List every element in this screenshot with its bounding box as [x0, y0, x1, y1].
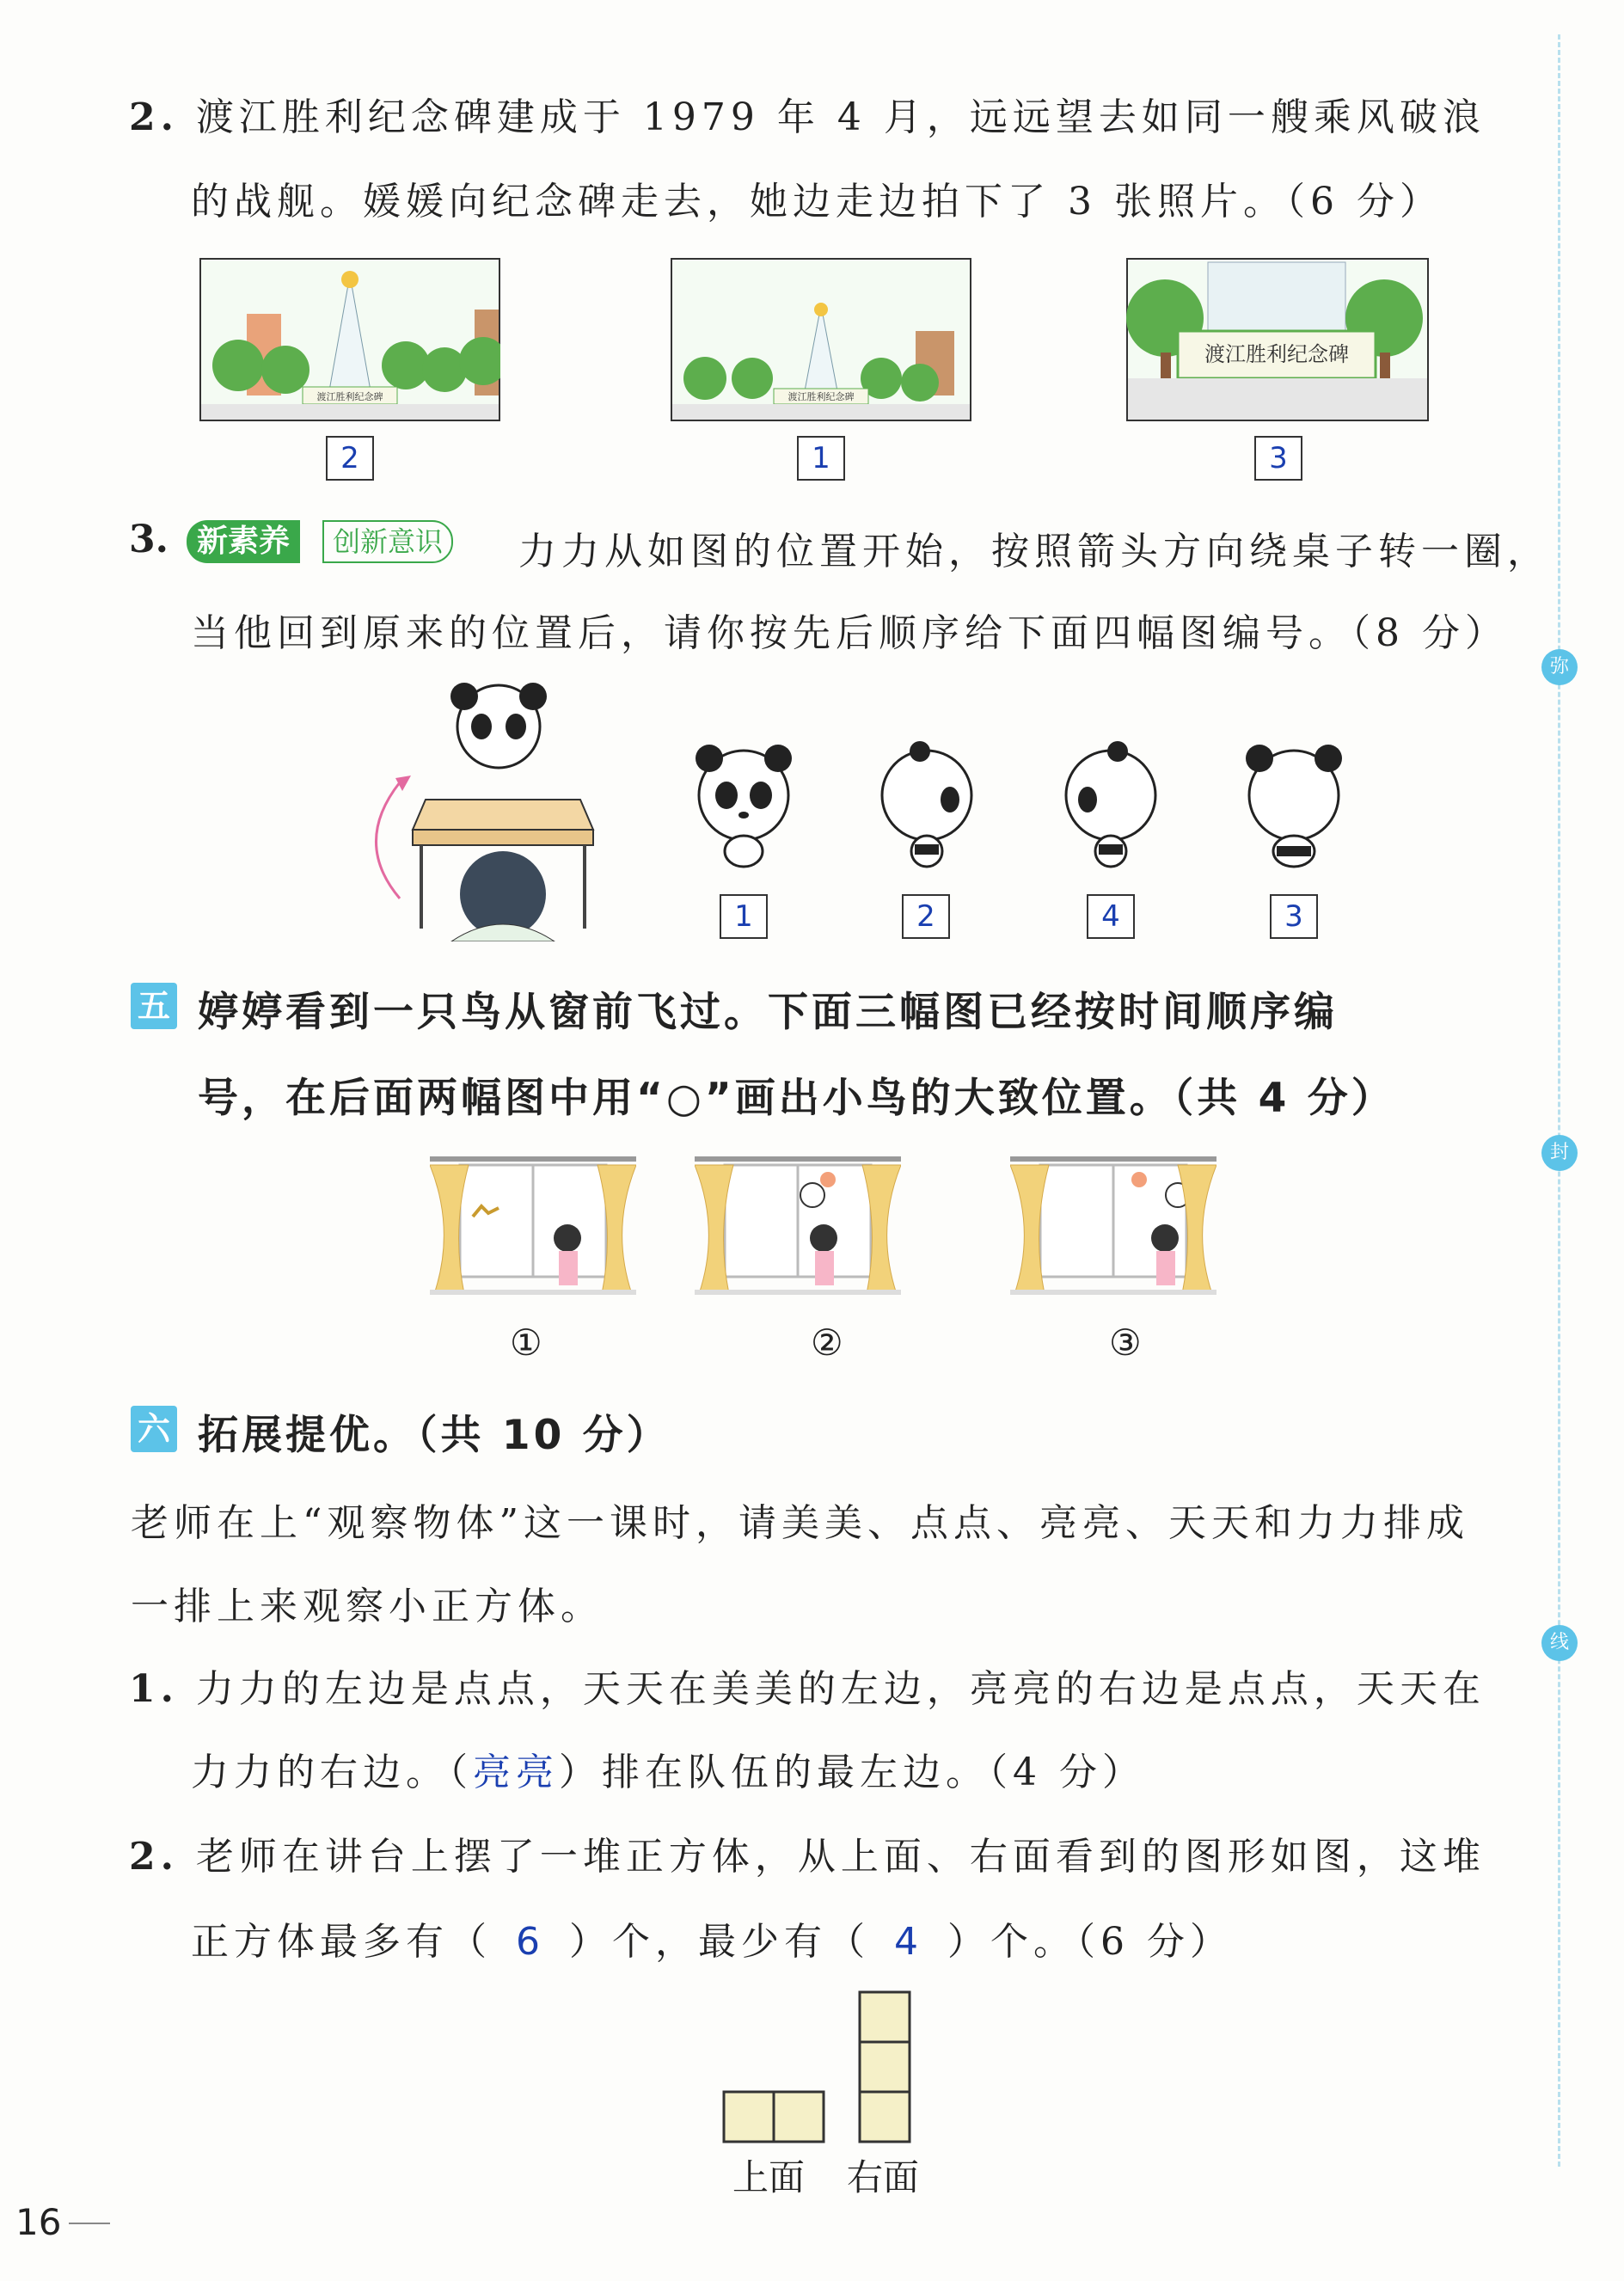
view-right-label: 右面: [847, 2156, 920, 2198]
page-number-rule: [69, 2223, 110, 2224]
window-scene-1: [430, 1152, 636, 1315]
panda-front-icon: [688, 739, 800, 868]
q3-answer-box-1[interactable]: 1: [720, 894, 768, 939]
q2-text1: 渡江胜利纪念碑建成于 1979 年 4 月，远远望去如同一艘乘风破浪: [195, 95, 1486, 139]
sec6-q2-line2: [191, 1910, 1233, 1965]
q2-answer-box-1[interactable]: 2: [326, 436, 374, 481]
monument-plaque-text: 渡江胜利纪念碑: [1204, 342, 1349, 366]
q3-number: 3.: [129, 518, 169, 561]
q2-number: 2.: [129, 95, 179, 139]
sec6-q2-b: ）个，最少有（: [569, 1920, 870, 1964]
window-scene-3: [1010, 1152, 1216, 1315]
q3-answer-box-3[interactable]: 4: [1087, 894, 1135, 939]
scene-label-2: ②: [811, 1321, 843, 1364]
photo-far: [199, 258, 500, 421]
sec6-q1-answer[interactable]: 亮亮: [473, 1751, 559, 1794]
q3-line2: 当他回到原来的位置后，请你按先后顺序给下面四幅图编号。（8 分）: [191, 611, 1508, 655]
window-scene-2: [695, 1152, 901, 1315]
sec6-q1-pre: 力力的右边。（: [191, 1751, 473, 1794]
sec6-q2-number: 2.: [129, 1835, 179, 1879]
panda-side-left-icon: [1057, 739, 1161, 868]
sec6-q2-c: ）个。（6 分）: [947, 1920, 1233, 1964]
sec6-q2-a: 正方体最多有（: [191, 1920, 492, 1964]
sec6-q2-text1: 老师在讲台上摆了一堆正方体，从上面、右面看到的图形如图，这堆: [195, 1835, 1486, 1879]
monument-plaque-text: 渡江胜利纪念碑: [316, 391, 383, 402]
q2-answer-box-2[interactable]: 1: [797, 436, 845, 481]
section5-line2: 号，在后面两幅图中用“○”画出小鸟的大致位置。（共 4 分）: [198, 1075, 1395, 1122]
panda-back-icon: [1238, 739, 1350, 868]
sec6-q1-number: 1.: [129, 1667, 179, 1711]
q2-line1: [129, 86, 1486, 141]
photo-near: [1126, 258, 1429, 421]
section6-badge: 六: [131, 1406, 177, 1452]
sec6-q2-answer-max[interactable]: 6: [516, 1920, 545, 1964]
page-number: 16: [15, 2201, 62, 2243]
section5-badge: 五: [131, 983, 177, 1029]
q3-answer-box-4[interactable]: 3: [1270, 894, 1318, 939]
sec6-intro2: 一排上来观察小正方体。: [131, 1585, 604, 1628]
sec6-q2-line1: [129, 1825, 1486, 1880]
desk-scene-illustration: [352, 679, 636, 941]
q3-line1: 力力从如图的位置开始，按照箭头方向绕桌子转一圈，: [518, 530, 1550, 573]
sec6-intro1: 老师在上“观察物体”这一课时，请美美、点点、亮亮、天天和力力排成: [131, 1501, 1469, 1545]
cube-views-diagram: [722, 1990, 920, 2145]
q3-badge-sub: 创新意识: [322, 520, 453, 563]
side-tab-2: 封: [1541, 1135, 1578, 1171]
q3-answer-box-2[interactable]: 2: [902, 894, 950, 939]
q3-badge-main: 新素养: [187, 520, 300, 563]
side-tab-1: 弥: [1541, 649, 1578, 685]
sec6-q1-text1: 力力的左边是点点，天天在美美的左边，亮亮的右边是点点，天天在: [195, 1667, 1486, 1711]
section6-title: 拓展提优。（共 10 分）: [198, 1412, 671, 1459]
sec6-q1-line2: [191, 1741, 1145, 1796]
panda-side-right-icon: [877, 739, 980, 868]
side-tab-3: 线: [1541, 1625, 1578, 1661]
scene-label-1: ①: [510, 1321, 542, 1364]
q2-line2: 的战舰。媛媛向纪念碑走去，她边走边拍下了 3 张照片。（6 分）: [191, 180, 1443, 224]
view-top-label: 上面: [732, 2156, 806, 2198]
binding-line: [1558, 34, 1560, 2167]
sec6-q2-answer-min[interactable]: 4: [894, 1920, 923, 1964]
scene-label-3: ③: [1109, 1321, 1142, 1364]
photo-middle: [671, 258, 971, 421]
monument-plaque-text: 渡江胜利纪念碑: [787, 391, 855, 402]
section5-line1: 婷婷看到一只鸟从窗前飞过。下面三幅图已经按时间顺序编: [198, 989, 1338, 1036]
sec6-q1-post: ）排在队伍的最左边。（4 分）: [559, 1751, 1145, 1794]
q2-answer-box-3[interactable]: 3: [1254, 436, 1302, 481]
sec6-q1-line1: [129, 1658, 1486, 1713]
